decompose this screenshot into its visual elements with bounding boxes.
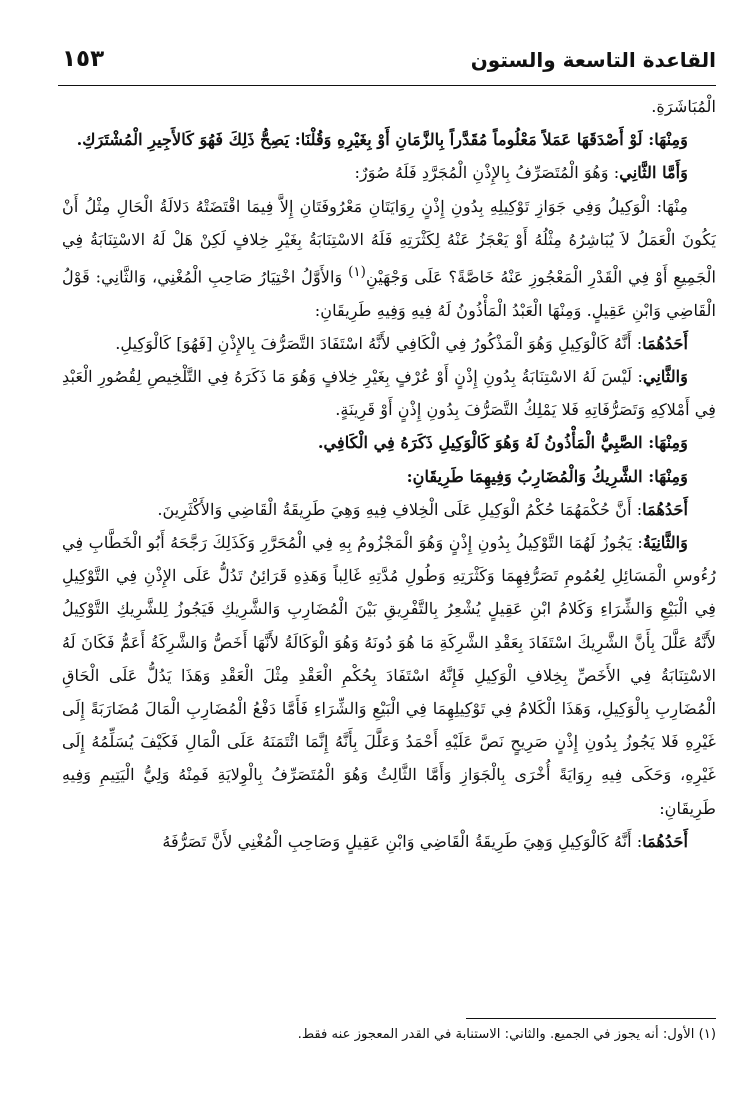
footnote-marker: (١) (348, 264, 366, 281)
paragraph (62, 360, 716, 426)
keyword-text: أَحَدُهُمَا (642, 333, 688, 353)
running-title: القاعدة التاسعة والستون (470, 48, 716, 72)
paragraph-text: : أَنَّهُ كَالْوَكِيلِ وَهِيَ طَرِيقَةُ الْقَاضِي وَابْنِ عَقِيلٍ وَصَاحِبِ الْمُغْنِي لأَنَّ تَصَرُّفَهُ (162, 831, 643, 851)
page-number: ١٥٣ (62, 46, 105, 72)
keyword-text: وَمِنْهَا: لَوْ أَصْدَقَهَا عَمَلاً مَعْلُوماً مُقَدَّراً بِالزَّمَانِ أَوْ بِغَيْرِهِ وَقُلْنَا: يَصِحُّ ذَلِكَ فَهُوَ كَالأَجِيرِ الْمُشْتَرَكِ. (76, 130, 688, 150)
paragraph-text: مِنْهَا: الْوَكِيلُ وَفِي جَوَازِ تَوْكِيلِهِ بِدُونِ إِذْنٍ رِوَايَتَانِ مَعْرُوفَتَانِ إِلاَّ فِيمَا اقْتَضَتْهُ دَلالَةُ الْحَالِ مِثْلُ أَنْ يَكُونَ الْعَمَلُ لاَ يُبَاشِرُهُ مِثْلُهُ أَوْ يَعْجَزُ عَنْهُ لِكَثْرَتِهِ فَلَهُ الاسْتِنَابَةُ بِغَيْرِ خِلافٍ لَكِنْ هَلْ لَهُ الاسْتِنَابَةُ فِي الْجَمِيعِ أَوْ فِي الْقَدْرِ الْمَعْجُوزِ عَنْهُ خَاصَّةً؟ عَلَى وَجْهَيْنِ (62, 196, 716, 287)
paragraph-text: : لَيْسَ لَهُ الاسْتِنَابَةُ بِدُونِ إِذْنٍ أَوْ عُرْفٍ بِغَيْرِ خِلافٍ وَهُوَ مَا ذَكَرَهُ فِي التَّلْخِيصِ لِقُصُورِ الْعَبْدِ فِي أَمْلاكِهِ وَتَصَرُّفَاتِهِ فَلا يَمْلِكُ التَّصَرُّفَ بِدُونِ إِذْنٍ أَوْ قَرِينَةٍ. (62, 367, 716, 420)
main-text (62, 90, 716, 1007)
paragraph-text: الْمُبَاشَرَةِ. (651, 97, 716, 116)
keyword-text: وَأَمَّا الثَّانِي (619, 163, 688, 183)
header-rule (58, 85, 716, 86)
keyword-text: أَحَدُهُمَا (642, 831, 688, 851)
paragraph (62, 90, 716, 123)
paragraph-text: : أَنَّهُ كَالْوَكِيلِ وَهُوَ الْمَذْكُورُ فِي الْكَافِي لأَنَّهُ اسْتَفَادَ التَّصَرُّفَ بِالإِذْنِ [فَهُوَ] كَالْوَكِيلِ. (115, 333, 643, 353)
paragraph (62, 526, 716, 825)
page-header (62, 34, 716, 80)
keyword-text: وَمِنْهَا: الصَّبِيُّ الْمَأْذُونُ لَهُ وَهُوَ كَالْوَكِيلِ ذَكَرَهُ فِي الْكَافِي. (317, 433, 688, 453)
footnote: (١) الأول: أنه يجوز في الجميع. والثاني: الاستنابة في القدر المعجوز عنه فقط. (297, 1027, 716, 1042)
paragraph-text: : يَجُوزُ لَهُمَا التَّوْكِيلُ بِدُونِ إِذْنٍ وَهُوَ الْمَجْزُومُ بِهِ فِي الْمُحَرَّرِ وَكَذَلِكَ رَجَّحَهُ أَبُو الْخَطَّابِ فِي رُءُوسِ الْمَسَائِلِ لِعُمُومِ تَصَرُّفِهِمَا وَكَثْرَتِهِ وَطُولِ مُدَّتِهِ غَالِباً وَهَذِهِ قَرَائِنُ تَدُلُّ عَلَى الإِذْنِ فِي التَّوْكِيلِ فِي الْبَيْعِ وَالشِّرَاءِ وَكَلامُ ابْنِ عَقِيلٍ يُشْعِرُ بِالتَّفْرِيقِ بَيْنَ الْمُضَارِبِ وَالشَّرِيكِ فَيَجُوزُ لِلشَّرِيكِ التَّوْكِيلُ لأَنَّهُ عَلَّلَ بِأَنَّ الشَّرِيكَ اسْتَفَادَ بِعَقْدِ الشَّرِكَةِ مَا هُوَ دُونَهُ وَهُوَ الْوَكَالَةُ لأَنَّهَا أَخَصُّ وَالشَّرِكَةُ أَعَمُّ فَكَانَ لَهُ الاسْتِنَابَةُ فِي الأَخَصِّ بِخِلافِ الْوَكِيلِ فَإِنَّهُ اسْتَفَادَ بِحُكْمِ الْعَقْدِ مِثْلَ الْعَقْدِ وَهَذَا يَدُلُّ عَلَى الْحَاقِ الْمُضَارِبِ بِالْوَكِيلِ، وَهَذَا الْكَلامُ فِي تَوْكِيلِهِمَا فِي الْبَيْعِ وَالشِّرَاءِ فَأَمَّا دَفْعُ الْمُضَارِبِ الْمَالَ مُضَارَبَةً إِلَى غَيْرِهِ فَلا يَجُوزُ بِدُونِ إِذْنٍ صَرِيحٍ نَصَّ عَلَيْهِ أَحْمَدُ وَعَلَّلَ بِأَنَّهُ إِنَّمَا ائْتَمَنَهُ عَلَى الْمَالِ فَكَيْفَ يُسَلِّمُهُ إِلَى غَيْرِهِ، وَحَكَى فِيهِ رِوَايَةً أُخْرَى بِالْجَوَازِ وَأَمَّا الثَّالِثُ وَهُوَ الْمُتَصَرِّفُ بِالْوِلايَةِ فَمِنْهُ وَلِيُّ الْيَتِيمِ وَفِيهِ طَرِيقَانِ: (62, 533, 716, 818)
footnote-rule (466, 1018, 716, 1019)
keyword-text: وَالثَّانِي (642, 367, 688, 387)
keyword-text: وَالثَّانِيَةُ (642, 533, 688, 553)
paragraph (62, 327, 716, 360)
paragraph (62, 493, 716, 526)
paragraph (62, 190, 716, 327)
paragraph (62, 156, 716, 189)
keyword-text: وَمِنْهَا: الشَّرِيكُ وَالْمُضَارِبُ وَفِيهِمَا طَرِيقَانِ: (406, 466, 688, 486)
keyword-text: أَحَدُهُمَا (642, 499, 688, 519)
paragraph (62, 825, 716, 858)
paragraph-text: : أَنَّ حُكْمَهُمَا حُكْمُ الْوَكِيلِ عَلَى الْخِلافِ فِيهِ وَهِيَ طَرِيقَةُ الْقَاضِي وَالأَكْثَرِينَ. (157, 499, 643, 519)
paragraph (62, 123, 716, 156)
paragraph (62, 460, 716, 493)
paragraph-text: : وَهُوَ الْمُتَصَرِّفُ بِالإِذْنِ الْمُجَرَّدِ فَلَهُ صُوَرٌ: (354, 163, 620, 183)
paragraph (62, 426, 716, 459)
paragraph-text: وَالأَوَّلُ اخْتِيَارُ صَاحِبِ الْمُغْنِي، وَالثَّانِي: قَوْلُ الْقَاضِي وَابْنِ عَقِيلٍ. وَمِنْهَا الْعَبْدُ الْمَأْذُونُ لَهُ فِيهِ وَفِيهِ طَرِيقَانِ: (62, 267, 716, 320)
